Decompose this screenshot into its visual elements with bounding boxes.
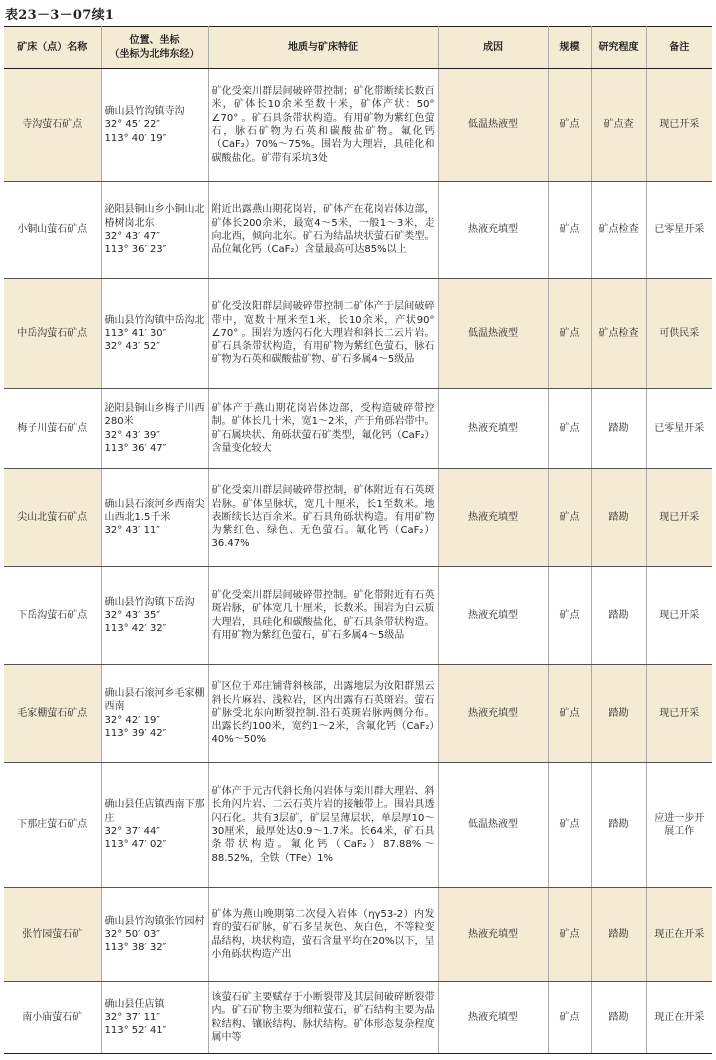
deposit-name: 梅子川萤石矿点: [4, 389, 101, 469]
deposit-genesis: 低温热液型: [438, 763, 548, 888]
deposit-remarks: 现已开采: [646, 567, 712, 665]
deposit-features: 矿化受汝阳群层间破碎带控制二矿体产于层间破碎带中，宽数十厘米至1米，长10余米，产状90° ∠70° 。围岩为透闪石化大理岩和斜长二云片岩。矿石具条带状构造，有用矿物为紫红色萤石，脉石矿物为石英和碳酸盐矿物、矿石多属4～5级品: [208, 279, 438, 389]
deposit-genesis: 热液充填型: [438, 389, 548, 469]
deposit-scale: 矿点: [548, 469, 591, 567]
location-line: 32° 45′ 22″: [104, 119, 161, 131]
location-line: 确山县石滚河乡西南尖山西北1.5千米: [104, 498, 205, 523]
deposit-name: 中岳沟萤石矿点: [4, 279, 101, 389]
deposit-name: 下岳沟萤石矿点: [4, 567, 101, 665]
header-location-line1: 位置、坐标: [129, 35, 180, 47]
deposit-location: [101, 182, 208, 279]
location-line: 32° 50′ 03″: [104, 928, 161, 940]
table-row: [4, 567, 712, 665]
location-line: 确山县石滚河乡毛家棚西南: [104, 687, 205, 713]
location-line: 32° 43′ 52″: [104, 341, 161, 353]
header-features: 地质与矿床特征: [208, 27, 438, 69]
location-line: 确山县竹沟镇中岳沟北113° 41′ 30″: [104, 314, 205, 339]
deposit-remarks: 应进一步开展工作: [646, 763, 712, 888]
location-line: 确山县任店镇: [104, 998, 165, 1010]
location-line: 32° 43′ 35″: [104, 609, 161, 621]
deposit-genesis: 热液充填型: [438, 469, 548, 567]
location-line: 113° 36′ 47″: [104, 442, 167, 454]
deposit-scale: 矿点: [548, 982, 591, 1054]
deposit-research: 踏勘: [591, 982, 646, 1054]
header-location: [101, 27, 208, 69]
deposit-features: 矿化受栾川群层间破碎带控制，矿体附近有石英斑岩脉。矿体呈脉状，宽几十厘米，长1至数米。地表断续长达百余米。矿石具角砾状构造。有用矿物为紫红色、绿色、无色萤石。氟化钙（CaF₂）36.47%: [208, 469, 438, 567]
header-scale: 规模: [548, 27, 591, 69]
header-research: 研究程度: [591, 27, 646, 69]
deposit-name: 下那庄萤石矿点: [4, 763, 101, 888]
location-line: 32° 43′ 47″: [104, 231, 161, 242]
table-row: [4, 389, 712, 469]
deposit-name: 南小庙萤石矿: [4, 982, 101, 1054]
deposit-features: 矿化受栾川群层间破碎带控制。矿化带附近有石英斑岩脉，矿体宽几十厘米，长数米。围岩为白云质大理岩，具硅化和碳酸盐化，矿石具条带状构造。有用矿物为紫红色萤石，矿石多属4～5级品: [208, 567, 438, 665]
deposit-genesis: 热液充填型: [438, 182, 548, 279]
location-line: 泌阳县铜山乡小铜山北椿树岗北东: [104, 204, 205, 229]
location-line: 确山县竹沟镇下岳沟: [104, 596, 195, 608]
deposit-genesis: 热液充填型: [438, 665, 548, 763]
table-row: [4, 279, 712, 389]
deposit-research: 矿点检查: [591, 279, 646, 389]
deposit-research: 踏勘: [591, 665, 646, 763]
deposit-location: [101, 69, 208, 182]
deposit-features: 矿体产于元古代斜长角闪岩体与栾川群大理岩、斜长角闪片岩、二云石英片岩的接触带上。围岩具透闪石化。共有3层矿，矿层呈薄层状，单层厚10～30厘米，最厚处达0.9～1.7米。长64米，矿石具条带状构造。氟化钙（CaF₂）87.88%～88.52%，全铁（TFe）1%: [208, 763, 438, 888]
table-row: [4, 182, 712, 279]
deposit-location: [101, 389, 208, 469]
deposit-table: [4, 26, 712, 1054]
location-line: 确山县竹沟镇张竹园村: [104, 915, 205, 927]
deposit-scale: 矿点: [548, 567, 591, 665]
deposit-name: 张竹园萤石矿: [4, 888, 101, 982]
deposit-name: 毛家棚萤石矿点: [4, 665, 101, 763]
deposit-remarks: 已零星开采: [646, 182, 712, 279]
deposit-remarks: 现已开采: [646, 69, 712, 182]
deposit-research: 踏勘: [591, 567, 646, 665]
header-row: [4, 27, 712, 69]
deposit-remarks: 已零星开采: [646, 389, 712, 469]
header-genesis: 成因: [438, 27, 548, 69]
header-name: 矿床（点）名称: [4, 27, 101, 69]
deposit-name: 尖山北萤石矿点: [4, 469, 101, 567]
table-row: [4, 69, 712, 182]
deposit-location: [101, 567, 208, 665]
deposit-genesis: 低温热液型: [438, 69, 548, 182]
deposit-scale: 矿点: [548, 665, 591, 763]
deposit-features: 附近出露燕山期花岗岩，矿体产在花岗岩体边部，矿体长200余米，最宽4～5米，一般1～3米，走向北西，倾向北东。矿石为结晶块状萤石矿类型。品位氟化钙（CaF₂）含量最高可达85%以上: [208, 182, 438, 279]
location-line: 32° 37′ 44″: [104, 826, 161, 837]
table-row: [4, 888, 712, 982]
deposit-genesis: 热液充填型: [438, 567, 548, 665]
location-line: 113° 52′ 41″: [104, 1025, 167, 1037]
table-row: [4, 763, 712, 888]
deposit-genesis: 热液充填型: [438, 982, 548, 1054]
deposit-location: [101, 279, 208, 389]
location-line: 确山县竹沟镇寺沟: [104, 106, 185, 118]
location-line: 113° 42′ 32″: [104, 623, 167, 635]
location-line: 32° 42′ 19″: [104, 714, 161, 726]
deposit-features: 矿区位于邓庄铺背斜核部，出露地层为汝阳群黑云斜长片麻岩、浅粒岩，区内出露有石英斑岩。萤石矿脉受北东向断裂控制.沿石英斑岩脉两侧分布。出露长约100米，宽约1～2米，含氟化钙（CaF₂）40%～50%: [208, 665, 438, 763]
deposit-research: 踏勘: [591, 469, 646, 567]
location-line: 113° 36′ 23″: [104, 244, 167, 256]
deposit-scale: 矿点: [548, 69, 591, 182]
deposit-genesis: 热液充填型: [438, 888, 548, 982]
deposit-scale: 矿点: [548, 763, 591, 888]
location-line: 113° 39′ 42″: [104, 727, 167, 739]
table-row: [4, 982, 712, 1054]
header-remarks: 备注: [646, 27, 712, 69]
location-line: 113° 38′ 32″: [104, 942, 167, 954]
deposit-research: 踏勘: [591, 763, 646, 888]
location-line: 113° 47′ 02″: [104, 839, 167, 851]
deposit-research: 踏勘: [591, 888, 646, 982]
deposit-location: [101, 982, 208, 1054]
deposit-remarks: 现已开采: [646, 665, 712, 763]
header-location-line2: （坐标为北纬东经）: [109, 48, 200, 60]
deposit-features: 矿化受栾川群层间破碎带控制；矿化带断续长数百米，矿体长10余米至数十米，矿体产状：50° ∠70° 。矿石具条带状构造。有用矿物为紫红色萤石，脉石矿物为石英和碳酸盐矿物。氟化钙（CaF₂）70%～75%。围岩为大理岩，具硅化和碳酸盐化。矿带有采坑3处: [208, 69, 438, 182]
deposit-scale: 矿点: [548, 279, 591, 389]
deposit-remarks: 现正在开采: [646, 982, 712, 1054]
deposit-research: 矿点查: [591, 69, 646, 182]
deposit-location: [101, 763, 208, 888]
deposit-location: [101, 469, 208, 567]
location-line: 确山县任店镇西南下那庄: [104, 799, 205, 824]
table-caption: 表23－3－07续1: [5, 8, 115, 23]
deposit-features: 矿体为燕山晚期第二次侵入岩体（ηγ53-2）内发育的萤石矿脉，矿石多呈灰色、灰白色，不等粒变晶结构，块状构造，萤石含量平均在20%以下，呈小角砾状构造产出: [208, 888, 438, 982]
deposit-genesis: 低温热液型: [438, 279, 548, 389]
location-line: 泌阳县铜山乡梅子川西280米: [104, 402, 205, 428]
deposit-location: [101, 665, 208, 763]
table-row: [4, 469, 712, 567]
deposit-research: 矿点检查: [591, 182, 646, 279]
deposit-remarks: 现已开采: [646, 469, 712, 567]
location-line: 32° 43′ 11″: [104, 525, 161, 537]
location-line: 113° 40′ 19″: [104, 132, 167, 144]
location-line: 32° 37′ 11″: [104, 1011, 161, 1023]
deposit-features: 矿体产于燕山期花岗岩体边部，受构造破碎带控制。矿体长几十米，宽1～2米，产于角砾岩带中。矿石属块状、角砾状萤石矿类型，氟化钙（CaF₂）含量变化较大: [208, 389, 438, 469]
deposit-name: 寺沟萤石矿点: [4, 69, 101, 182]
deposit-name: 小铜山萤石矿点: [4, 182, 101, 279]
location-line: 32° 43′ 39″: [104, 429, 161, 441]
deposit-location: [101, 888, 208, 982]
table-row: [4, 665, 712, 763]
deposit-remarks: 现正在开采: [646, 888, 712, 982]
deposit-scale: 矿点: [548, 182, 591, 279]
deposit-scale: 矿点: [548, 389, 591, 469]
deposit-research: 踏勘: [591, 389, 646, 469]
deposit-remarks: 可供民采: [646, 279, 712, 389]
deposit-features: 该萤石矿主要赋存于小断裂带及其层间破碎断裂带内。矿石矿物主要为细粒萤石，矿石结构主要为晶粒结构、镶嵌结构、脉状结构。矿体形态复杂程度属中等: [208, 982, 438, 1054]
deposit-scale: 矿点: [548, 888, 591, 982]
